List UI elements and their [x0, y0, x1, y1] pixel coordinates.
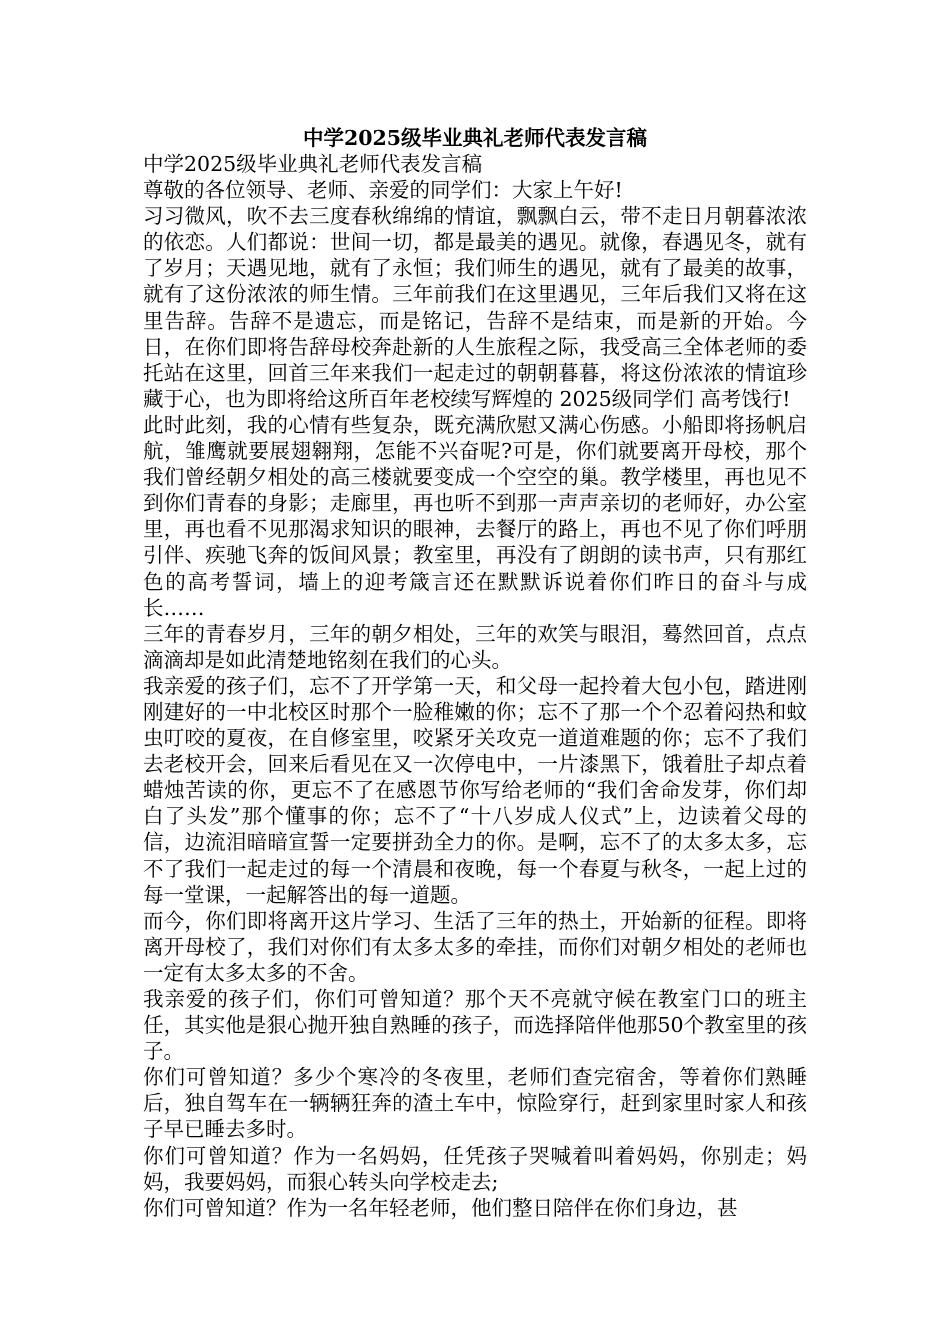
paragraph: 三年的青春岁月，三年的朝夕相处，三年的欢笑与眼泪，蓦然回首，点点滴滴却是如此清楚地铭刻在我们的心头。 [143, 621, 807, 672]
paragraph: 我亲爱的孩子们，你们可曾知道？那个天不亮就守候在教室门口的班主任，其实他是狠心抛开独自熟睡的孩子，而选择陪伴他那50个教室里的孩子。 [143, 987, 807, 1064]
paragraph-salutation: 尊敬的各位领导、老师、亲爱的同学们：大家上午好! [143, 178, 623, 203]
paragraph: 而今，你们即将离开这片学习、生活了三年的热土，开始新的征程。即将离开母校了，我们对你们有太多太多的牵挂，而你们对朝夕相处的老师也一定有太多太多的不舍。 [143, 908, 807, 985]
paragraph: 此时此刻，我的心情有些复杂，既充满欣慰又满心伤感。小船即将扬帆启航，雏鹰就要展翅翱翔，怎能不兴奋呢?可是，你们就要离开母校，那个我们曾经朝夕相处的高三楼就要变成一个空空的巢。教学楼里，再也见不到你们青春的身影；走廊里，再也听不到那一声声亲切的老师好，办公室里，再也看不见那渴求知识的眼神，去餐厅的路上，再也不见了你们呼朋引伴、疾驰飞奔的饭间风景；教室里，再没有了朗朗的读书声，只有那红色的高考誓词，墙上的迎考箴言还在默默诉说着你们昨日的奋斗与成长…… [143, 412, 807, 620]
paragraph: 习习微风，吹不去三度春秋绵绵的情谊，飘飘白云，带不走日月朝暮浓浓的依恋。人们都说：世间一切，都是最美的遇见。就像，春遇见冬，就有了岁月；天遇见地，就有了永恒；我们师生的遇见，就有了最美的故事，就有了这份浓浓的师生情。三年前我们在这里遇见，三年后我们又将在这里告辞。告辞不是遗忘，而是铭记，告辞不是结束，而是新的开始。今日，在你们即将告辞母校奔赴新的人生旅程之际，我受高三全体老师的委托站在这里，回首三年来我们一起走过的朝朝暮暮，将这份浓浓的情谊珍藏于心，也为即将给这所百年老校续写辉煌的 2025级同学们 高考饯行! [143, 204, 807, 411]
paragraph: 我亲爱的孩子们，忘不了开学第一天，和父母一起拎着大包小包，踏进刚刚建好的一中北校区时那个一脸稚嫩的你；忘不了那一个个忍着闷热和蚊虫叮咬的夏夜，在自修室里，咬紧牙关攻克一道道难题的你；忘不了我们去老校开会，回来后看见在又一次停电中，一片漆黑下，饿着肚子却点着蜡烛苦读的你，更忘不了在感恩节你写给老师的“我们舍命发芽，你们却白了头发”那个懂事的你；忘不了“十八岁成人仪式”上，边读着父母的信，边流泪暗暗宣誓一定要拼劲全力的你。是啊，忘不了的太多太多，忘不了我们一起走过的每一个清晨和夜晚，每一个春夏与秋冬，一起上过的每一堂课，一起解答出的每一道题。 [143, 673, 807, 907]
paragraph: 你们可曾知道？作为一名妈妈，任凭孩子哭喊着叫着妈妈，你别走；妈妈，我要妈妈，而狠心转头向学校走去; [143, 1143, 807, 1194]
document-body [143, 151, 807, 1221]
document-title: 中学2025级毕业典礼老师代表发言稿 [302, 126, 648, 150]
paragraph: 你们可曾知道？作为一名年轻老师，他们整日陪伴在你们身边，甚 [143, 1195, 738, 1220]
paragraph: 你们可曾知道？多少个寒冷的冬夜里，老师们查完宿舍，等着你们熟睡后，独自驾车在一辆辆狂奔的渣土车中，惊险穿行，赶到家里时家人和孩子早已睡去多时。 [143, 1065, 807, 1142]
paragraph-subtitle: 中学2025级毕业典礼老师代表发言稿 [143, 152, 483, 176]
